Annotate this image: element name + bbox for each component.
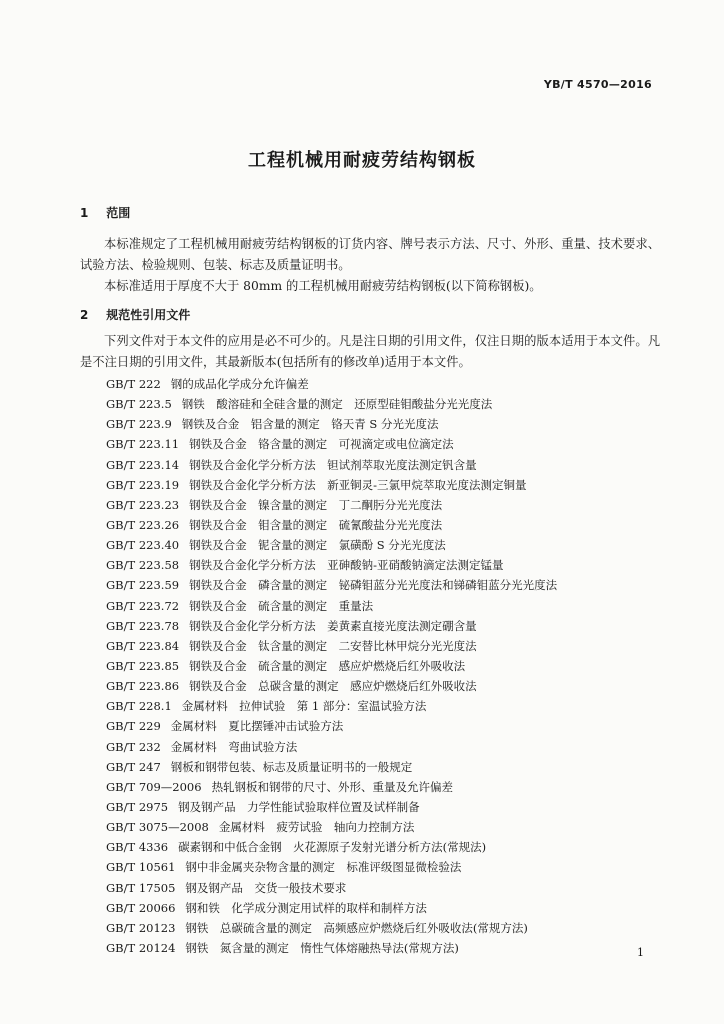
reference-code: GB/T 3075—2008 xyxy=(106,820,209,835)
standard-code: YB/T 4570—2016 xyxy=(543,78,652,91)
reference-code: GB/T 223.14 xyxy=(106,457,180,472)
reference-title: 钢铁及合金 总碳含量的测定 感应炉燃烧后红外吸收法 xyxy=(189,679,477,694)
reference-item xyxy=(106,777,557,797)
reference-title: 金属材料 夏比摆锤冲击试验方法 xyxy=(170,719,344,734)
reference-item xyxy=(106,676,557,696)
reference-title: 钢铁 氮含量的测定 惰性气体熔融热导法(常规方法) xyxy=(185,940,459,955)
reference-item xyxy=(106,616,557,636)
reference-title: 钢铁及合金 硫含量的测定 感应炉燃烧后红外吸收法 xyxy=(189,658,466,673)
reference-code: GB/T 20066 xyxy=(106,900,176,915)
reference-code: GB/T 223.59 xyxy=(106,578,180,593)
reference-item xyxy=(106,535,557,555)
reference-item xyxy=(106,636,557,656)
reference-item xyxy=(106,696,557,716)
reference-item xyxy=(106,656,557,676)
reference-code: GB/T 222 xyxy=(106,377,161,391)
reference-item xyxy=(106,757,557,777)
reference-code: GB/T 10561 xyxy=(106,860,176,875)
reference-title: 钢及钢产品 交货一般技术要求 xyxy=(185,880,347,895)
reference-code: GB/T 223.23 xyxy=(106,497,180,512)
reference-title: 碳素钢和中低合金钢 火花源原子发射光谱分析方法(常规法) xyxy=(178,840,487,855)
reference-code: GB/T 223.84 xyxy=(106,638,180,653)
section-title: 范围 xyxy=(106,206,131,220)
section-title: 规范性引用文件 xyxy=(106,308,191,322)
reference-item xyxy=(106,555,557,575)
reference-code: GB/T 17505 xyxy=(106,880,176,895)
reference-item xyxy=(106,455,557,475)
reference-title: 钢铁 酸溶硅和全硅含量的测定 还原型硅钼酸盐分光光度法 xyxy=(181,397,493,412)
reference-title: 钢板和钢带包装、标志及质量证明书的一般规定 xyxy=(170,759,413,774)
reference-code: GB/T 709—2006 xyxy=(106,779,202,794)
reference-title: 钢铁及合金 镍含量的测定 丁二酮肟分光光度法 xyxy=(189,497,443,512)
reference-code: GB/T 20123 xyxy=(106,920,176,935)
reference-code: GB/T 232 xyxy=(106,739,161,754)
reference-item xyxy=(106,918,557,938)
reference-code: GB/T 228.1 xyxy=(106,699,172,714)
reference-item xyxy=(106,515,557,535)
reference-item xyxy=(106,716,557,736)
reference-title: 钢的成品化学成分允许偏差 xyxy=(170,377,309,391)
reference-item xyxy=(106,414,557,434)
reference-code: GB/T 247 xyxy=(106,759,161,774)
reference-code: GB/T 223.86 xyxy=(106,679,180,694)
reference-code: GB/T 4336 xyxy=(106,840,169,855)
reference-item xyxy=(106,575,557,595)
page-number: 1 xyxy=(637,946,644,959)
reference-code: GB/T 223.5 xyxy=(106,397,172,412)
section-2-heading xyxy=(80,306,190,323)
reference-title: 钢铁及合金化学分析方法 钽试剂萃取光度法测定钒含量 xyxy=(189,457,477,472)
reference-title: 钢和铁 化学成分测定用试样的取样和制样方法 xyxy=(185,900,427,915)
reference-item xyxy=(106,434,557,454)
reference-item xyxy=(106,857,557,877)
reference-code: GB/T 223.11 xyxy=(106,437,180,452)
reference-item xyxy=(106,495,557,515)
reference-item xyxy=(106,878,557,898)
reference-title: 钢铁 总碳硫含量的测定 高频感应炉燃烧后红外吸收法(常规方法) xyxy=(185,920,528,935)
reference-title: 钢铁及合金化学分析方法 亚砷酸钠-亚硝酸钠滴定法测定锰量 xyxy=(189,558,504,573)
reference-title: 钢铁及合金 硫含量的测定 重量法 xyxy=(189,598,374,613)
document-title: 工程机械用耐疲劳结构钢板 xyxy=(248,150,476,171)
reference-code: GB/T 2975 xyxy=(106,799,169,814)
reference-title: 金属材料 拉伸试验 第 1 部分：室温试验方法 xyxy=(181,699,427,714)
reference-title: 钢铁及合金 铬含量的测定 可视滴定或电位滴定法 xyxy=(189,437,454,452)
reference-code: GB/T 223.26 xyxy=(106,517,180,532)
reference-item xyxy=(106,898,557,918)
reference-title: 金属材料 弯曲试验方法 xyxy=(170,739,298,754)
reference-title: 钢铁及合金 铌含量的测定 氯磺酚 S 分光光度法 xyxy=(189,538,446,553)
reference-title: 钢铁及合金 铝含量的测定 铬天青 S 分光光度法 xyxy=(181,417,439,432)
reference-code: GB/T 223.9 xyxy=(106,417,172,432)
scope-paragraph-2: 本标准适用于厚度不大于 80mm 的工程机械用耐疲劳结构钢板(以下简称钢板)。 xyxy=(104,279,542,293)
reference-item xyxy=(106,475,557,495)
reference-code: GB/T 223.19 xyxy=(106,477,180,492)
reference-code: GB/T 229 xyxy=(106,719,161,734)
reference-item xyxy=(106,596,557,616)
reference-title: 钢及钢产品 力学性能试验取样位置及试样制备 xyxy=(178,799,420,814)
reference-title: 钢中非金属夹杂物含量的测定 标准评级图显微检验法 xyxy=(185,860,462,875)
reference-item xyxy=(106,837,557,857)
section-number: 1 xyxy=(80,206,89,220)
scope-paragraph-1: 本标准规定了工程机械用耐疲劳结构钢板的订货内容、牌号表示方法、尺寸、外形、重量、技术要求、试验方法、检验规则、包装、标志及质量证明书。 xyxy=(80,237,660,272)
reference-code: GB/T 223.40 xyxy=(106,538,180,553)
reference-item xyxy=(106,817,557,837)
reference-code: GB/T 223.72 xyxy=(106,598,180,613)
section-1-heading xyxy=(80,204,130,221)
reference-code: GB/T 20124 xyxy=(106,940,176,955)
reference-title: 钢铁及合金 磷含量的测定 铋磷钼蓝分光光度法和锑磷钼蓝分光光度法 xyxy=(189,578,558,593)
reference-title: 钢铁及合金化学分析方法 新亚铜灵-三氯甲烷萃取光度法测定铜量 xyxy=(189,477,527,492)
reference-code: GB/T 223.78 xyxy=(106,618,180,633)
reference-item xyxy=(106,737,557,757)
references-intro: 下列文件对于本文件的应用是必不可少的。凡是注日期的引用文件，仅注日期的版本适用于本文件。凡是不注日期的引用文件，其最新版本(包括所有的修改单)适用于本文件。 xyxy=(80,334,660,369)
reference-item xyxy=(106,938,557,958)
reference-title: 热轧钢板和钢带的尺寸、外形、重量及允许偏差 xyxy=(211,779,454,794)
reference-title: 钢铁及合金 钛含量的测定 二安替比林甲烷分光光度法 xyxy=(189,638,477,653)
reference-code: GB/T 223.85 xyxy=(106,658,180,673)
reference-list xyxy=(106,374,557,958)
reference-code: GB/T 223.58 xyxy=(106,558,180,573)
reference-item xyxy=(106,797,557,817)
reference-title: 金属材料 疲劳试验 轴向力控制方法 xyxy=(218,820,415,835)
reference-item xyxy=(106,374,557,394)
reference-title: 钢铁及合金 钼含量的测定 硫氰酸盐分光光度法 xyxy=(189,517,443,532)
reference-item xyxy=(106,394,557,414)
reference-title: 钢铁及合金化学分析方法 姜黄素直接光度法测定硼含量 xyxy=(189,618,477,633)
section-number: 2 xyxy=(80,308,89,322)
